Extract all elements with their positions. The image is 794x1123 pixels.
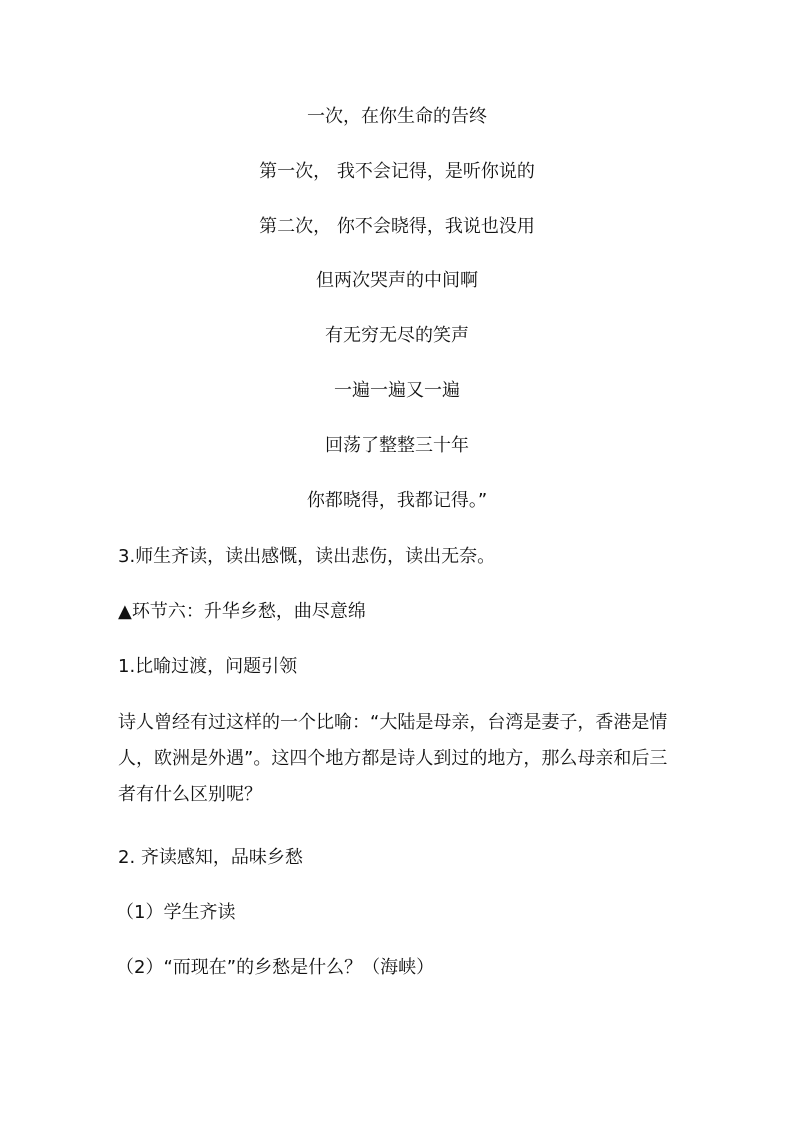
sub-item-2: （2）“而现在”的乡愁是什么？（海峡）	[116, 957, 435, 978]
metaphor-paragraph: 诗人曾经有过这样的一个比喻：“大陆是母亲，台湾是妻子，香港是情人，欧洲是外遇”。这四个地方都是诗人到过的地方，那么母亲和后三者有什么区别呢？	[118, 712, 668, 805]
item-2-heading: 2. 齐读感知，品味乡愁	[118, 847, 303, 868]
step-3-text: 3.师生齐读，读出感慨，读出悲伤，读出无奈。	[118, 546, 496, 567]
poem-line-8: 你都晓得，我都记得。”	[306, 490, 488, 511]
item-1-heading: 1.比喻过渡，问题引领	[118, 656, 298, 677]
poem-line-2: 第一次， 我不会记得，是听你说的	[259, 161, 535, 182]
poem-line-1: 一次，在你生命的告终	[307, 106, 487, 127]
poem-line-7: 回荡了整整三十年	[325, 435, 469, 456]
sub-item-1: （1）学生齐读	[116, 902, 236, 923]
poem-line-6: 一遍一遍又一遍	[334, 380, 460, 401]
poem-line-3: 第二次， 你不会晓得，我说也没用	[259, 216, 535, 237]
poem-line-4: 但两次哭声的中间啊	[316, 270, 478, 291]
section-6-heading: ▲环节六：升华乡愁，曲尽意绵	[118, 601, 366, 622]
poem-line-5: 有无穷无尽的笑声	[325, 325, 469, 346]
